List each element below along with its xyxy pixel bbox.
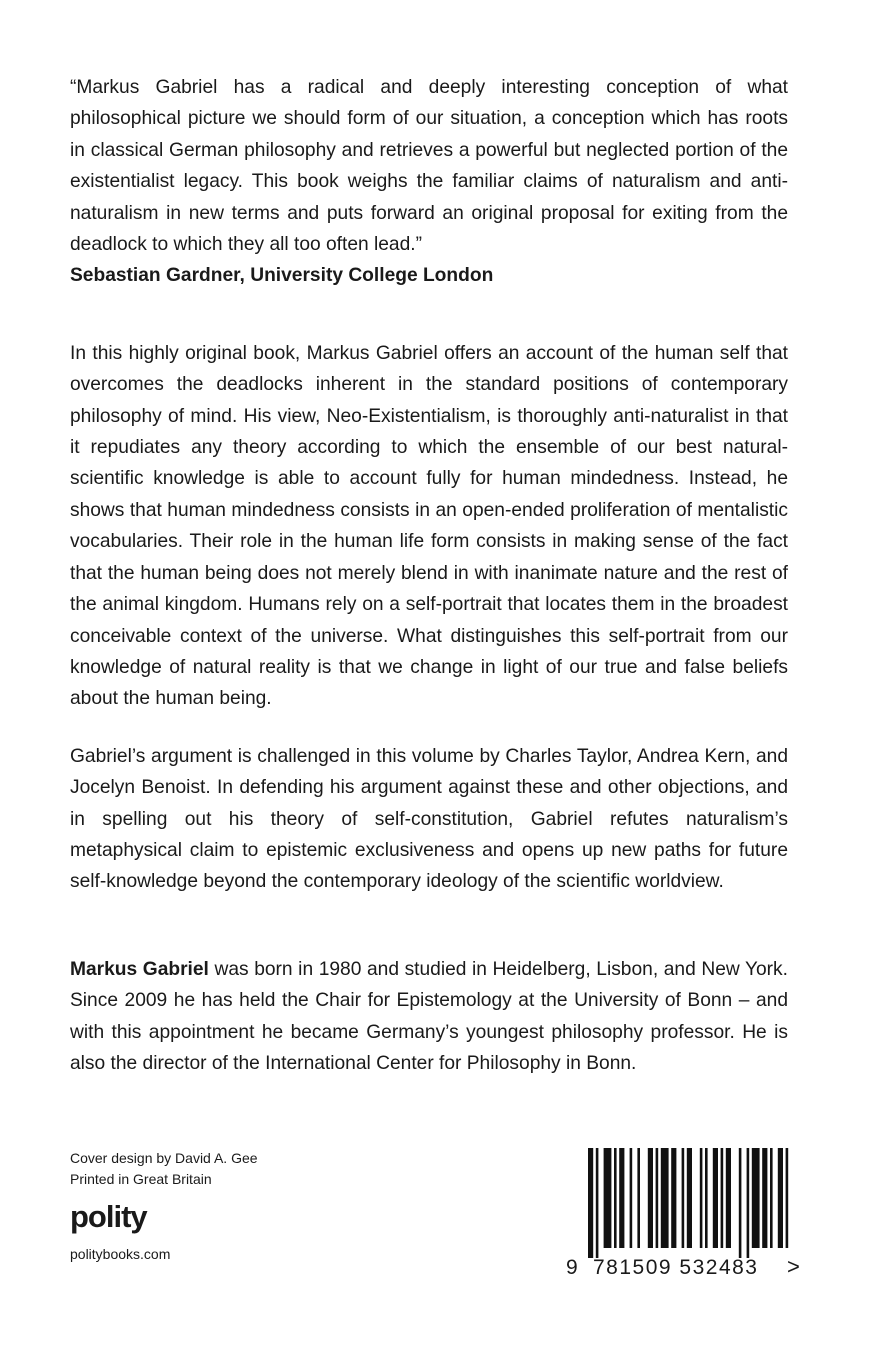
blurb-attribution: Sebastian Gardner, University College London: [70, 265, 494, 287]
barcode-bar: [671, 1148, 676, 1248]
author-bio-text: was born in 1980 and studied in Heidelberg, Lisbon, and New York. Since 2009 he has held the Chair for Epistemology at the University of Bonn – and with this appointment he became Germany’s youngest philosophy professor. He is also the director of the International Center for Philosophy in Bonn.: [70, 958, 788, 1074]
barcode-bar: [637, 1148, 640, 1248]
barcode-bar: [739, 1148, 742, 1258]
barcode-arrow: >: [787, 1254, 800, 1279]
barcode-bar: [786, 1148, 789, 1248]
printed-in: Printed in Great Britain: [70, 1171, 212, 1187]
description-paragraph-2: Gabriel’s argument is challenged in this volume by Charles Taylor, Andrea Kern, and Jocelyn Benoist. In defending his argument against these and other objections, and in spelling out his theory of self-constitution, Gabriel refutes naturalism’s metaphysical claim to epistemic exclusiveness and opens up new paths for future self-knowledge beyond the contemporary ideology of the scientific worldview.: [70, 745, 788, 893]
barcode-bar: [770, 1148, 773, 1248]
isbn-barcode: [566, 1148, 806, 1288]
publisher-website: politybooks.com: [70, 1246, 171, 1262]
barcode-bar: [656, 1148, 659, 1248]
barcode-bar: [661, 1148, 669, 1248]
barcode-bar: [604, 1148, 612, 1248]
barcode-bar: [687, 1148, 692, 1248]
barcode-bar: [705, 1148, 708, 1248]
cover-design-credit: Cover design by David A. Gee: [70, 1150, 258, 1166]
barcode-digits: 781509 532483: [593, 1256, 759, 1279]
barcode-bar: [614, 1148, 617, 1248]
back-cover-text: [70, 72, 788, 1079]
barcode-bar: [747, 1148, 750, 1258]
barcode-bar: [588, 1148, 593, 1258]
barcode-bar: [752, 1148, 760, 1248]
barcode-bar: [630, 1148, 633, 1248]
barcode-bar: [778, 1148, 783, 1248]
barcode-bar: [619, 1148, 624, 1248]
barcode-bar: [713, 1148, 718, 1248]
barcode-bar: [682, 1148, 685, 1248]
barcode-bar: [648, 1148, 653, 1248]
barcode-bar: [726, 1148, 731, 1248]
description-paragraph-1: In this highly original book, Markus Gabriel offers an account of the human self that overcomes the deadlocks inherent in the standard positions of contemporary philosophy of mind. His view, Neo-Existentialism, is thoroughly anti-naturalist in that it repudiates any theory according to which the ensemble of our best natural-scientific knowledge is able to account fully for human mindedness. Instead, he shows that human mindedness consists in an open-ended proliferation of mentalistic vocabularies. Their role in the human life form consists in making sense of the fact that the human being does not merely blend in with inanimate nature and the rest of the animal kingdom. Humans rely on a self-portrait that locates them in the broadest conceivable context of the universe. What distinguishes this self-portrait from our knowledge of natural reality is that we change in light of our true and false beliefs about the human being.: [70, 342, 788, 710]
barcode-bar: [762, 1148, 767, 1248]
barcode-bar: [721, 1148, 724, 1248]
author-name: Markus Gabriel: [70, 958, 209, 980]
polity-logo: polity: [70, 1199, 147, 1234]
blurb-quote: “Markus Gabriel has a radical and deeply interesting conception of what philosophical picture we should form of our situation, a conception which has roots in classical German philosophy and retrieves a powerful but neglected portion of the existentialist legacy. This book weighs the familiar claims of naturalism and anti-naturalism in new terms and puts forward an original proposal for exiting from the deadlock to which they all too often lead.”: [70, 77, 788, 256]
barcode-bars: [566, 1148, 806, 1258]
publisher-footer: [70, 1148, 258, 1265]
author-bio: [70, 954, 788, 1080]
barcode-first-digit: 9: [566, 1256, 578, 1279]
barcode-bar: [700, 1148, 703, 1248]
barcode-bar: [596, 1148, 599, 1258]
